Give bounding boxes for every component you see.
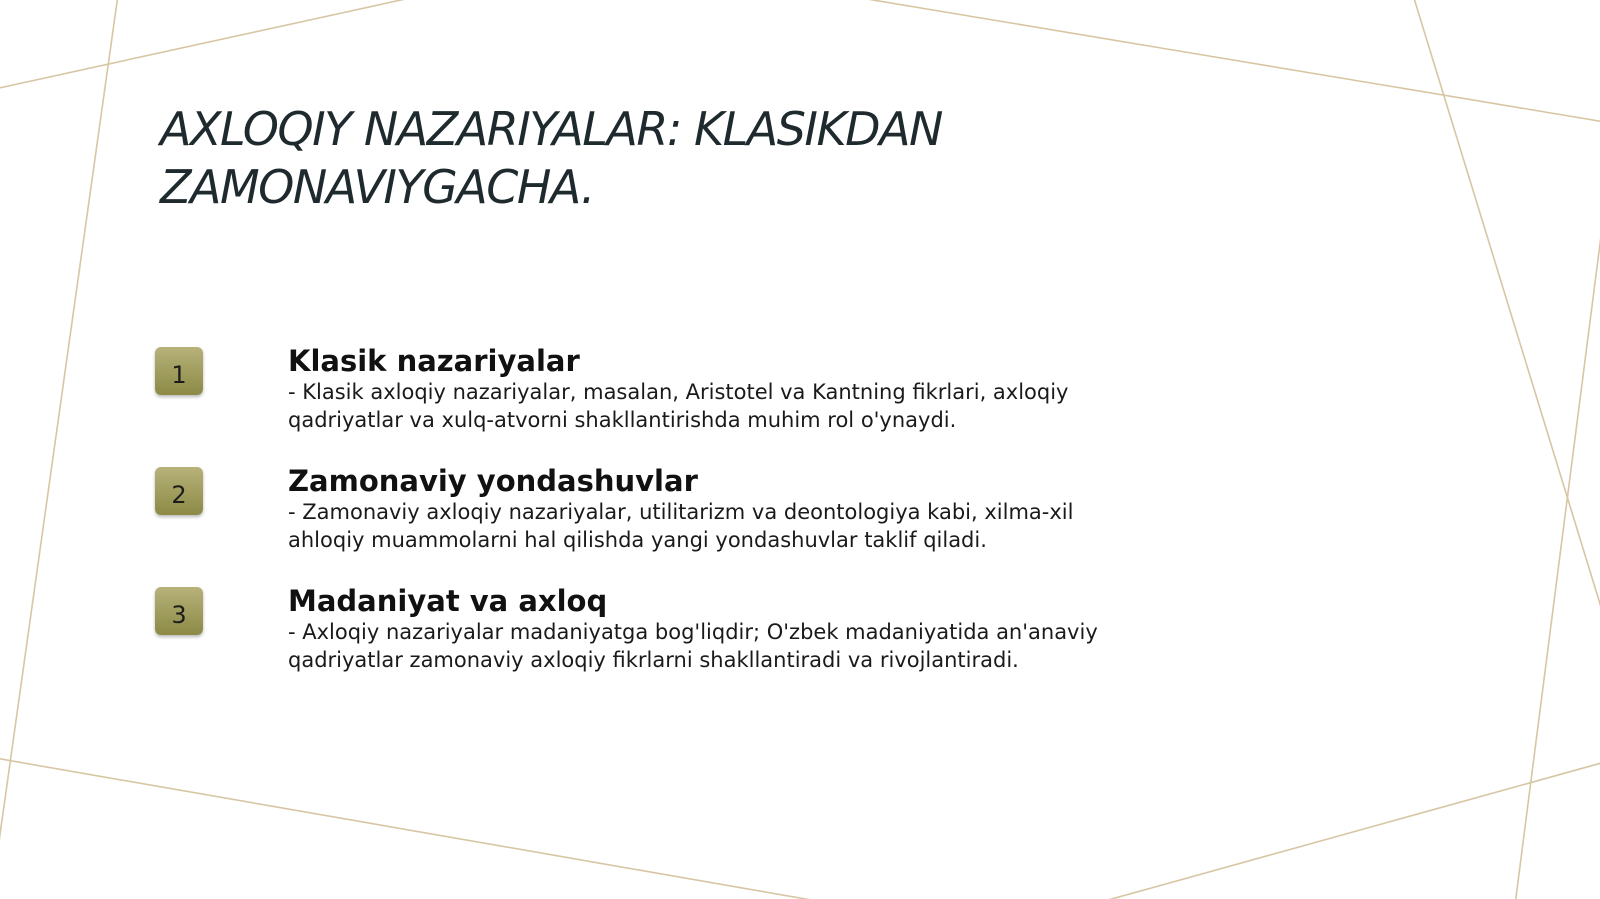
title-line-2: ZAMONAVIYGACHA.	[160, 160, 594, 214]
item-body	[288, 344, 1108, 434]
item-description: - Axloqiy nazariyalar madaniyatga bog'liqdir; O'zbek madaniyatida an'anaviy qadriyatlar zamonaviy axloqiy fikrlarni shakllantiradi va rivojlantiradi.	[288, 620, 1098, 672]
deco-line	[0, 0, 118, 870]
item-heading: Madaniyat va axloq	[288, 584, 608, 618]
item-body	[288, 464, 1108, 554]
item-heading: Klasik nazariyalar	[288, 344, 580, 378]
deco-line	[1090, 762, 1600, 899]
slide-title	[160, 100, 1060, 216]
item-description: - Zamonaviy axloqiy nazariyalar, utilitarizm va deontologiya kabi, xilma-xil ahloqiy muammolarni hal qilishda yangi yondashuvlar taklif qiladi.	[288, 500, 1074, 552]
item-heading: Zamonaviy yondashuvlar	[288, 464, 698, 498]
deco-line	[1515, 205, 1600, 899]
deco-line	[0, 758, 840, 899]
deco-line	[1413, 0, 1600, 620]
item-body	[288, 584, 1108, 674]
deco-line	[0, 0, 410, 90]
item-description: - Klasik axloqiy nazariyalar, masalan, Aristotel va Kantning fikrlari, axloqiy qadriyatlar va xulq-atvorni shakllantirishda muhim rol o'ynaydi.	[288, 380, 1069, 432]
number-badge: 3	[155, 587, 203, 635]
number-badge: 1	[155, 347, 203, 395]
number-badge: 2	[155, 467, 203, 515]
title-line-1: AXLOQIY NAZARIYALAR: KLASIKDAN	[160, 102, 942, 156]
